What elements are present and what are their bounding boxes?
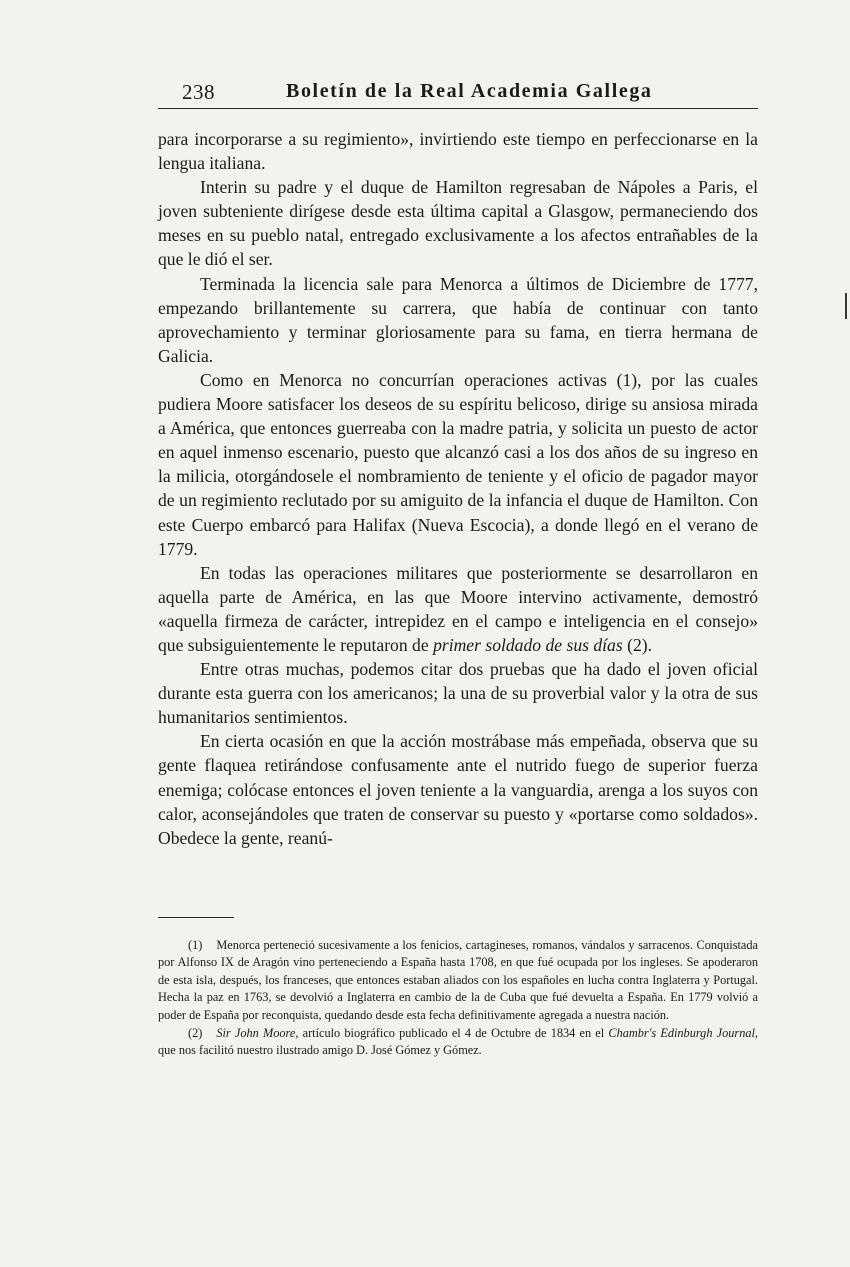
paragraph-text: En cierta ocasión en que la acción mostrábase más empeñada, observa que su gente flaquea retirándose confusamente ante el nutrido fuego de superior fuerza enemiga; colócase entonces el joven teniente a la vanguardia, arenga a los suyos con calor, aconsejándoles que traten de conservar su puesto y «portarse como soldados». Obedece la gente, reanú- bbox=[158, 731, 758, 848]
paragraph-text: Como en Menorca no concurrían operaciones activas (1), por las cuales pudiera Moore satisfacer los deseos de su espíritu belicoso, dirige su ansiosa mirada a América, que entonces guerreaba con la madre patria, y solicita un puesto de actor en aquel inmenso escenario, puesto que alcanzó casi a los dos años de su ingreso en la milicia, otorgándosele el nombramiento de teniente y el oficio de pagador mayor de un regimiento reclutado por su amiguito de la infancia el duque de Hamilton. Con este Cuerpo embarcó para Halifax (Nueva Escocia), a donde llegó en el verano de 1779. bbox=[158, 369, 758, 559]
paragraph-text: Entre otras muchas, podemos citar dos pruebas que ha dado el joven oficial durante esta guerra con los americanos; la una de su proverbial valor y la otra de sus humanitarios sentimientos. bbox=[158, 659, 758, 728]
body-paragraph bbox=[158, 127, 758, 175]
footnote-separator bbox=[158, 917, 234, 918]
footnote-text: artículo biográfico publicado el 4 de Octubre de 1834 en el bbox=[298, 1026, 609, 1041]
paragraph-text: (2). bbox=[622, 634, 653, 655]
body-text bbox=[158, 127, 758, 850]
page-header bbox=[158, 80, 758, 109]
footnote-text: Menorca perteneció sucesivamente a los fenicios, cartagineses, romanos, vándalos y sarracenos. Conquistada por Alfonso IX de Aragón vino perteneciendo a España hasta 1708, en que fué ocupada por los ingleses. Se apoderaron de esta isla, después, los franceses, que entonces estaban aliados con los españoles en lucha contra Inglaterra y Portugal. Hecha la paz en 1763, se devolvió a Inglaterra en cambio de la de Cuba que fué devuelta a España. En 1779 volvió a poder de España por reconquista, quedando desde esta fecha definitivamente agregada a nuestra nación. bbox=[158, 938, 758, 1022]
footnotes bbox=[158, 937, 758, 1060]
footnote bbox=[158, 1025, 758, 1060]
italic-text: primer soldado de sus días bbox=[433, 634, 623, 655]
footnote-label: (2) bbox=[188, 1026, 203, 1041]
body-paragraph bbox=[158, 729, 758, 849]
margin-mark bbox=[845, 293, 847, 319]
body-paragraph bbox=[158, 272, 758, 368]
body-paragraph bbox=[158, 561, 758, 657]
footnote-label: (1) bbox=[188, 938, 203, 952]
footnote-text: que nos facilitó nuestro ilustrado amigo D. José Gómez y Gómez. bbox=[158, 1043, 482, 1058]
page-number: 238 bbox=[182, 80, 215, 104]
footnote-italic-text: Chambr's Edinburgh Journal, bbox=[608, 1026, 759, 1041]
footnote bbox=[158, 937, 758, 1024]
body-paragraph bbox=[158, 175, 758, 271]
body-paragraph bbox=[158, 368, 758, 561]
paragraph-text: Interin su padre y el duque de Hamilton regresaban de Nápoles a Paris, el joven subteniente dirígese desde esta última capital a Glasgow, permaneciendo dos meses en su pueblo natal, entregado exclusivamente a los afectos entrañables de la que le dió el ser. bbox=[158, 177, 758, 270]
paragraph-text: para incorporarse a su regimiento», invirtiendo este tiempo en perfeccionarse en la lengua italiana. bbox=[158, 129, 758, 174]
paragraph-text: En todas las operaciones militares que posteriormente se desarrollaron en aquella parte de América, en las que Moore intervino activamente, demostró «aquella firmeza de carácter, intrepidez en el campo e inteligencia en el consejo» que subsiguientemente le reputaron de bbox=[158, 562, 758, 655]
body-paragraph bbox=[158, 657, 758, 729]
paragraph-text: Terminada la licencia sale para Menorca a últimos de Diciembre de 1777, empezando brillantemente su carrera, que había de continuar con tanto aprovechamiento y terminar gloriosamente para su fama, en tierra hermana de Galicia. bbox=[158, 273, 758, 366]
footnote-italic-text: Sir John Moore, bbox=[216, 1026, 299, 1041]
running-title: Boletín de la Real Academia Gallega bbox=[286, 80, 653, 102]
